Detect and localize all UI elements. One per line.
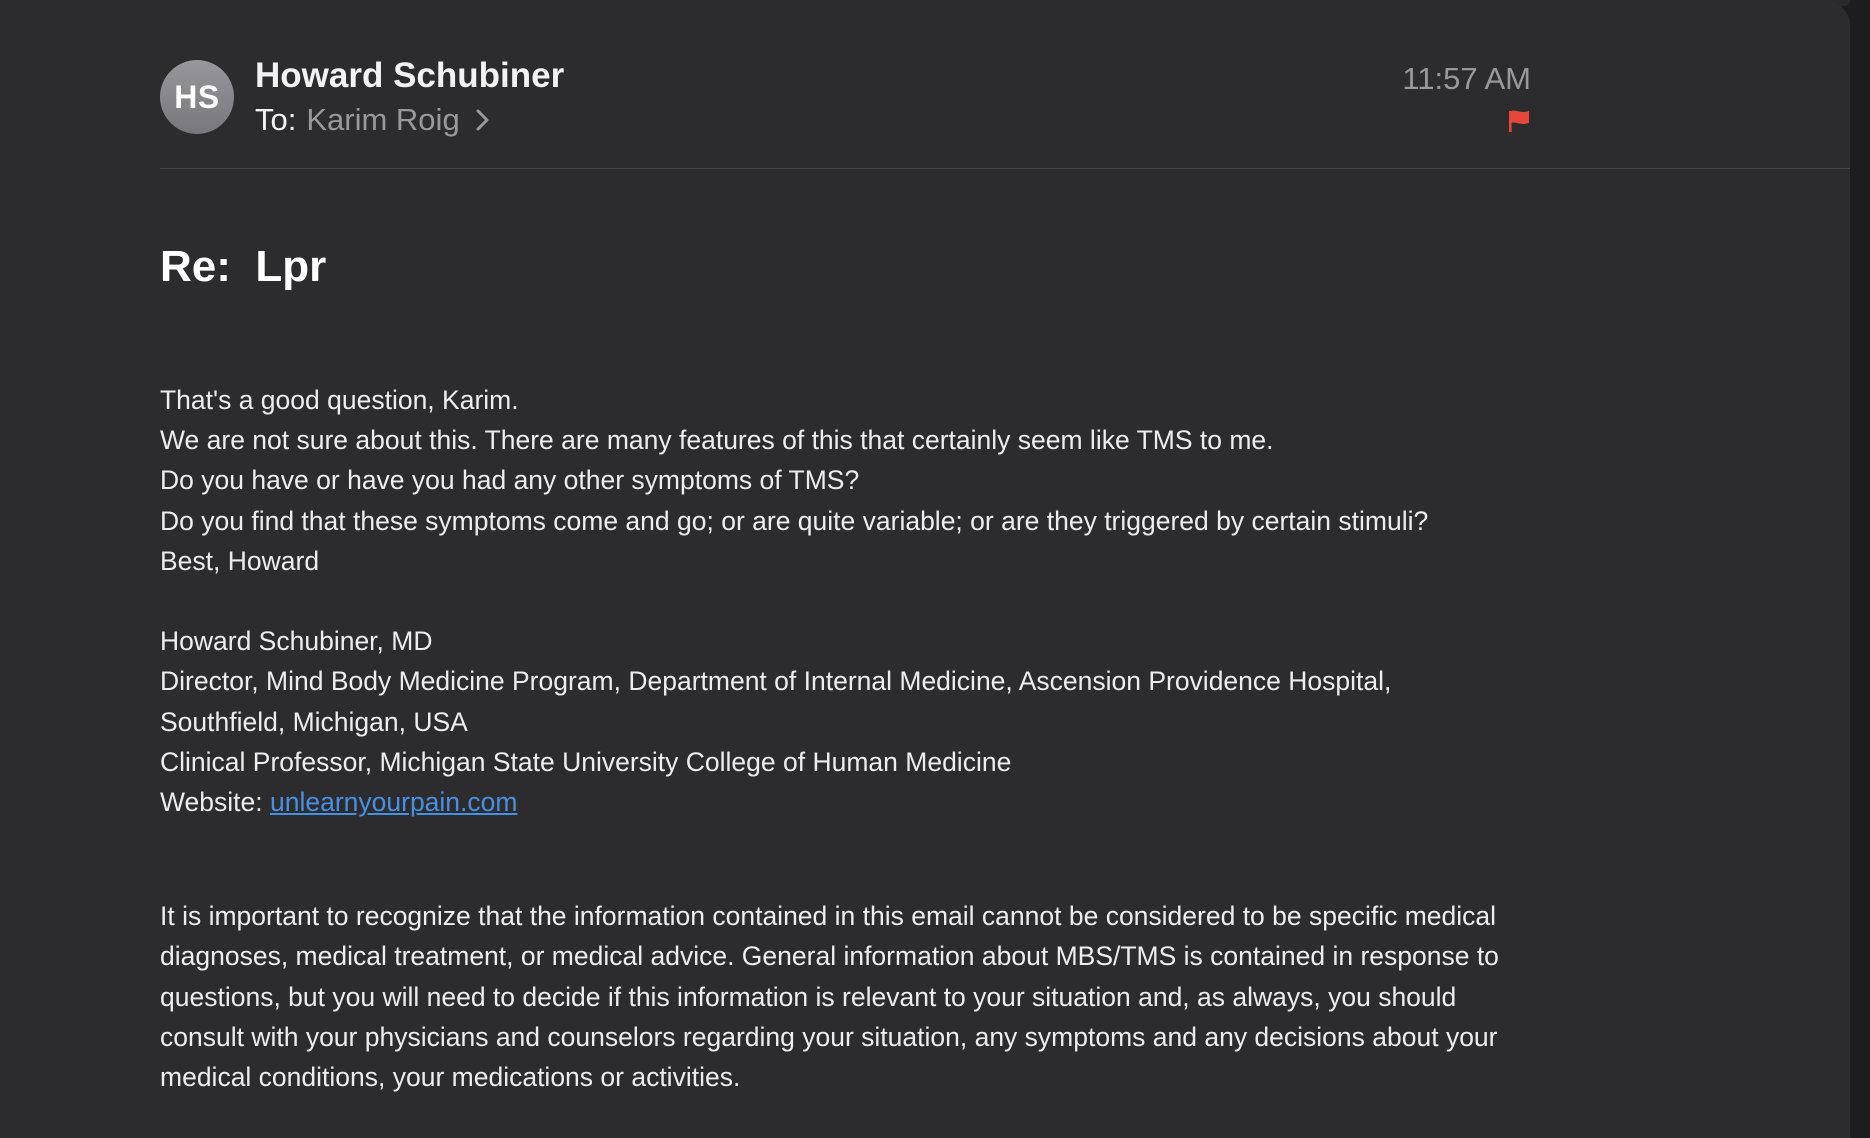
avatar-initials: HS	[174, 78, 220, 115]
signature-location: Southfield, Michigan, USA	[160, 706, 468, 737]
signature-title-2: Clinical Professor, Michigan State University College of Human Medicine	[160, 746, 1012, 777]
recipient-name[interactable]: Karim Roig	[306, 102, 460, 137]
disclaimer: It is important to recognize that the information contained in this email cannot be considered to be specific medical diagnoses, medical treatment, or medical advice. General information about MBS/TMS is contained in response to questions, but you will need to decide if this information is relevant to your situation and, as always, you should consult with your physicians and counselors regarding your situation, any symptoms and any decisions about your medical conditions, your medications or activities.	[160, 901, 1499, 1093]
signature-name: Howard Schubiner, MD	[160, 626, 433, 657]
body-greeting: That's a good question, Karim.	[160, 385, 519, 415]
body-line: We are not sure about this. There are many features of this that certainly seem like TMS to me.	[160, 425, 1274, 456]
spacer	[160, 822, 1540, 896]
sender-name[interactable]: Howard Schubiner	[255, 56, 565, 95]
body-line: Do you have or have you had any other symptoms of TMS?	[160, 465, 860, 496]
flag-icon[interactable]	[1507, 109, 1531, 133]
header-divider	[160, 168, 1850, 169]
signature-website	[160, 782, 1540, 822]
body-signoff: Best, Howard	[160, 545, 320, 576]
signature-title: Director, Mind Body Medicine Program, Department of Internal Medicine, Ascension Providence Hospital,	[160, 666, 1392, 697]
chevron-right-icon[interactable]	[472, 107, 494, 133]
spacer	[160, 581, 1540, 621]
website-link[interactable]: unlearnyourpain.com	[269, 787, 518, 818]
recipient-row[interactable]	[255, 102, 494, 138]
message-subject: Re: Lpr	[160, 242, 327, 291]
sender-avatar[interactable]	[160, 60, 234, 134]
website-label: Website:	[160, 787, 270, 818]
body-line: Do you find that these symptoms come and go; or are quite variable; or are they triggered by certain stimuli?	[160, 505, 1429, 536]
message-body	[160, 380, 1540, 1097]
message-time: 11:57 AM	[1402, 61, 1531, 96]
recipient-prefix: To:	[255, 102, 297, 137]
